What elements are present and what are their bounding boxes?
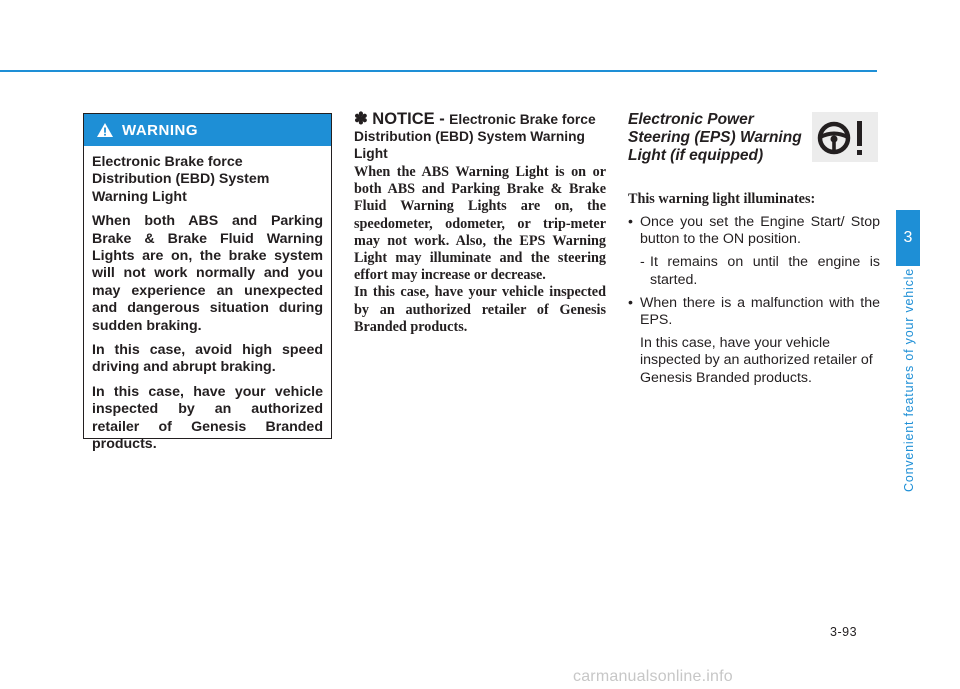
warning-paragraph: When both ABS and Parking Brake & Brake Fluid Warning Lights are on, the brake system will not work normally and you may experience an unexpected and dangerous situation during sudden braking. xyxy=(92,213,323,334)
notice-section xyxy=(354,111,606,336)
top-rule xyxy=(0,70,877,72)
notice-body xyxy=(354,164,606,336)
eps-section xyxy=(628,111,880,387)
warning-paragraph: In this case, have your vehicle inspected by an authorized retailer of Genesis Branded products. xyxy=(92,383,323,453)
chapter-number: 3 xyxy=(903,229,913,246)
notice-paragraph: In this case, have your vehicle inspected by an authorized retailer of Genesis Branded products. xyxy=(354,284,606,335)
warning-body xyxy=(84,146,331,454)
eps-intro: This warning light illuminates: xyxy=(628,191,816,207)
warning-box xyxy=(83,113,332,453)
list-item: • When there is a malfunction with the EPS. xyxy=(628,295,880,329)
eps-conditions-list xyxy=(628,214,880,387)
warning-paragraph: In this case, avoid high speed driving and abrupt braking. xyxy=(92,342,323,376)
notice-subtitle: Electronic Brake force Distribution (EBD) System Warning Light xyxy=(354,112,596,161)
list-subitem: - It remains on until the engine is started. xyxy=(628,254,880,288)
list-item: • Once you set the Engine Start/ Stop button to the ON position. xyxy=(628,214,880,248)
list-note: In this case, have your vehicle inspected by an authorized retailer of Genesis Branded products. xyxy=(640,335,873,386)
notice-heading xyxy=(354,111,606,162)
warning-heading: Electronic Brake force Distribution (EBD) System Warning Light xyxy=(92,154,270,205)
page-number: 3-93 xyxy=(830,625,858,639)
warning-header xyxy=(84,114,331,146)
notice-star-icon: ✽ xyxy=(354,110,368,128)
warning-label: WARNING xyxy=(122,121,198,139)
warning-triangle-icon xyxy=(96,122,114,138)
eps-title: Electronic Power Steering (EPS) Warning Light (if equipped) xyxy=(628,111,802,164)
section-title: Convenient features of your vehicle xyxy=(902,268,916,492)
section-label xyxy=(900,268,918,492)
notice-label: NOTICE - xyxy=(372,110,445,128)
chapter-tab xyxy=(896,210,920,266)
notice-paragraph: When the ABS Warning Light is on or both ABS and Parking Brake & Brake Fluid Warning Lights are on, the speedometer, odometer, or trip-meter may not work. Also, the EPS Warning Light may illuminate and the steering effort may increase or decrease. xyxy=(354,164,606,284)
watermark: carmanualsonline.info xyxy=(573,668,733,685)
